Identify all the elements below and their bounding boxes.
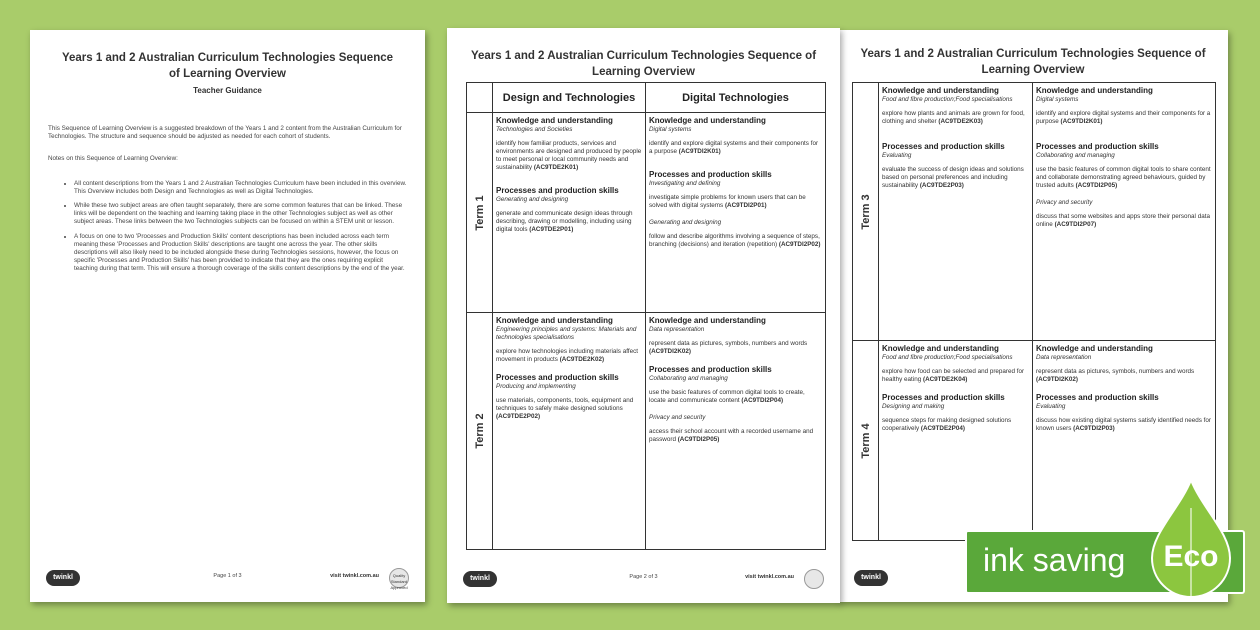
overview-table: [852, 82, 1216, 541]
list-item: • All content descriptions from the Years 1 and 2 Australian Technologies Curriculum have been included in this overview. This Overview includes both Design and Technologies as well as Digital Technologies.: [74, 180, 407, 196]
twinkl-logo: twinkl: [463, 571, 497, 587]
guidance-body: [48, 125, 407, 274]
table-row: [853, 83, 1216, 341]
page-footer: [46, 568, 409, 588]
table-row: [467, 113, 826, 313]
column-header-design: Design and Technologies: [493, 83, 646, 113]
site-link[interactable]: visit twinkl.com.au: [330, 573, 379, 579]
empty-header-cell: [467, 83, 493, 113]
site-link[interactable]: visit twinkl.com.au: [745, 574, 794, 580]
digital-cell: Knowledge and understanding Digital systems identify and explore digital systems and their components for a purpose (AC9TDI2K01) Processes and production skills Investigating and defining investigate simple problems for known users that can be solved with digital systems (AC9TDI2P01) Generating and designing follow and describe algorithms involving a sequence of steps, branching (decisions) and iteration (repetition) (AC9TDI2P02): [646, 113, 826, 313]
design-cell: Knowledge and understanding Food and fibre production;Food specialisations explore how food can be selected and prepared for healthy eating (AC9TDE2K04) Processes and production skills Designing and making sequence steps for making designed solutions cooperatively (AC9TDE2P04): [879, 341, 1033, 541]
eco-label: Eco: [1163, 540, 1219, 573]
page-1-teacher-guidance: [30, 30, 425, 602]
design-cell: Knowledge and understanding Food and fibre production;Food specialisations explore how plants and animals are grown for food, clothing and shelter (AC9TDE2K03) Processes and production skills Evaluating evaluate the success of design ideas and solutions based on personal preferences and including sustainability (AC9TDE2P03): [879, 83, 1033, 341]
page-footer: [463, 569, 824, 589]
overview-table: [466, 82, 826, 550]
table-row: [467, 313, 826, 550]
twinkl-logo: twinkl: [46, 570, 80, 586]
design-cell: Knowledge and understanding Technologies and Societies identify how familiar products, services and environments are designed and produced by people to meet personal or local community needs and sustainability (AC9TDE2K01) Processes and production skills Generating and designing generate and communicate design ideas through describing, drawing or modelling, including using digital tools (AC9TDE2P01): [493, 113, 646, 313]
page-title: Years 1 and 2 Australian Curriculum Technologies Sequence of Learning Overview: [860, 48, 1206, 76]
digital-cell: Knowledge and understanding Data representation represent data as pictures, symbols, numbers and words (AC9TDI2K02) Processes and production skills Collaborating and managing use the basic features of common digital tools to create, locate and communicate content (AC9TDI2P04) Privacy and security access their school account with a recorded username and password (AC9TDI2P05): [646, 313, 826, 550]
list-item: • While these two subject areas are often taught separately, there are some common features that can be linked. These links will be dependent on the teaching and learning taking place in the other Technologies subject as well as other subject areas. These links between the two Technologies subjects can be focused on within a STEM unit or lesson.: [74, 202, 407, 227]
page-number: Page 2 of 3: [629, 574, 658, 580]
ink-saving-text: ink saving: [983, 542, 1126, 578]
design-cell: Knowledge and understanding Engineering principles and systems: Materials and technologies specialisations explore how technologies including materials affect movement in products (AC9TDE2K02) Processes and production skills Producing and implementing use materials, components, tools, equipment and techniques to safely make designed solutions (AC9TDE2P02): [493, 313, 646, 550]
table-header-row: [467, 83, 826, 113]
term-label-cell: Term 3: [853, 83, 879, 341]
page-title: Years 1 and 2 Australian Curriculum Technologies Sequence of Learning Overview: [470, 50, 817, 78]
list-item: • A focus on one to two 'Processes and Production Skills' content descriptions has been included across each term meaning these 'Processes and Production Skills' descriptions are taught one across the year. The other skills descriptions will also likely need to be included alongside these during Technologies sessions, however, the focus on specific 'Processes and Production Skills' has been provided to indicate that they are the ones requiring explicit teaching during that term. This will ensure a thorough coverage of the skills content descriptions by the end of the year.: [74, 233, 407, 274]
quality-badge-icon: Quality Standard Approved: [389, 568, 409, 588]
column-header-digital: Digital Technologies: [646, 83, 826, 113]
eco-leaf-icon: [1150, 478, 1232, 598]
notes-list: [48, 180, 407, 274]
page-subtitle: Teacher Guidance: [193, 86, 262, 95]
page-title: Years 1 and 2 Australian Curriculum Technologies Sequence of Learning Overview: [61, 52, 394, 80]
intro-paragraph: This Sequence of Learning Overview is a suggested breakdown of the Years 1 and 2 content from the Australian Curriculum for Technologies. The structure and sequence should be adjusted as needed for each cohort of students.: [48, 125, 402, 141]
page-number: Page 1 of 3: [213, 573, 242, 579]
quality-badge-icon: [804, 569, 824, 589]
term-label-cell: Term 2: [467, 313, 493, 550]
notes-heading: Notes on this Sequence of Learning Overview:: [48, 155, 178, 163]
term-label-cell: Term 4: [853, 341, 879, 541]
term-label-cell: Term 1: [467, 113, 493, 313]
page-2-overview: [447, 28, 840, 603]
digital-cell: Knowledge and understanding Data representation represent data as pictures, symbols, numbers and words (AC9TDI2K02) Processes and production skills Evaluating discuss how existing digital systems satisfy identified needs for known users (AC9TDI2P03): [1033, 341, 1216, 541]
digital-cell: Knowledge and understanding Digital systems identify and explore digital systems and their components for a purpose (AC9TDI2K01) Processes and production skills Collaborating and managing use the basic features of common digital tools to share content and collaborate demonstrating agreed behaviours, guided by trusted adults (AC9TDI2P05) Privacy and security discuss that some websites and apps store their personal data online (AC9TDI2P07): [1033, 83, 1216, 341]
twinkl-logo: twinkl: [854, 570, 888, 586]
